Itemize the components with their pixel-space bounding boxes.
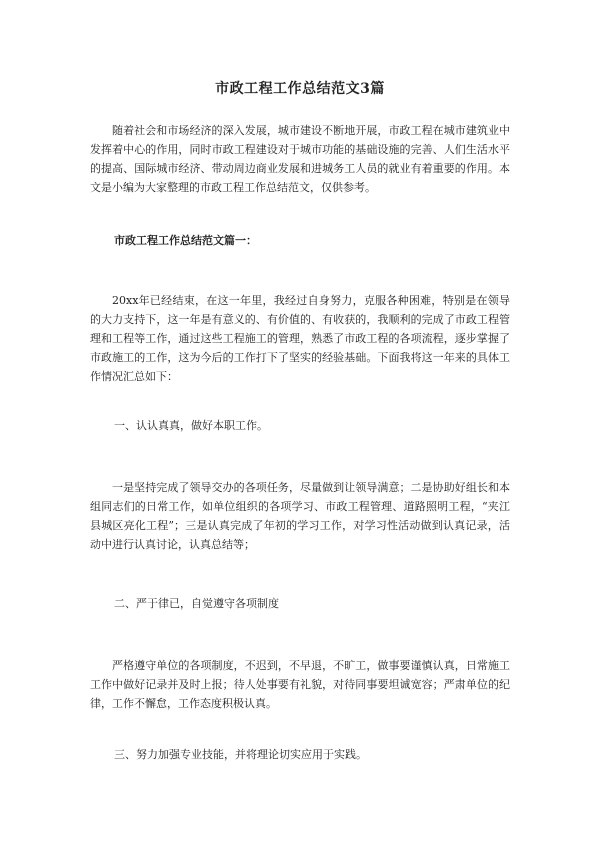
section2-body-text: 严格遵守单位的各项制度，不迟到，不早退，不旷工，做事要谨慎认真，日常施工工作中做好记录并及时上报；待人处事要有礼貌，对待同事要坦诚宽容；严肃单位的纪律，工作不懈怠，工作态度积极认真。 (90, 659, 510, 710)
intro-paragraph (90, 121, 510, 197)
part1-heading: 市政工程工作总结范文篇一： (114, 234, 257, 247)
part1-intro-paragraph (90, 291, 510, 386)
intro-text: 随着社会和市场经济的深入发展，城市建设不断地开展，市政工程在城市建筑业中发挥着中心的作用，同时市政工程建设对于城市功能的基础设施的完善、人们生活水平的提高、国际城市经济、带动周边商业发展和进城务工人员的就业有着重要的作用。本文是小编为大家整理的市政工程工作总结范文，仅供参考。 (90, 124, 510, 194)
section1-body (90, 478, 510, 554)
part1-intro-text: 20xx年已经结束，在这一年里，我经过自身努力，克服各种困难，特别是在领导的大力支持下，这一年是有意义的、有价值的、有收获的，我顺利的完成了市政工程管理和工程等工作，通过这些工程施工的管理，熟悉了市政工程的各项流程，逐步掌握了市政施工的工作，这为今后的工作打下了坚实的经验基础。下面我将这一年来的具体工作情况汇总如下： (90, 294, 510, 383)
section1-title: 一、认认真真，做好本职工作。 (114, 419, 268, 432)
section3-title: 三、努力加强专业技能，并将理论切实应用于实践。 (114, 748, 367, 761)
document-title: 市政工程工作总结范文3篇 (215, 81, 385, 97)
section2-body (90, 656, 510, 713)
section2-title: 二、严于律已，自觉遵守各项制度 (114, 597, 279, 610)
section1-body-text: 一是坚持完成了领导交办的各项任务，尽量做到让领导满意；二是协助好组长和本组同志们的日常工作，如单位组织的各项学习、市政工程管理、道路照明工程，“夹江县城区亮化工程”；三是认真完成了年初的学习工作，对学习性活动做到认真记录，活动中进行认真讨论，认真总结等； (90, 481, 510, 551)
